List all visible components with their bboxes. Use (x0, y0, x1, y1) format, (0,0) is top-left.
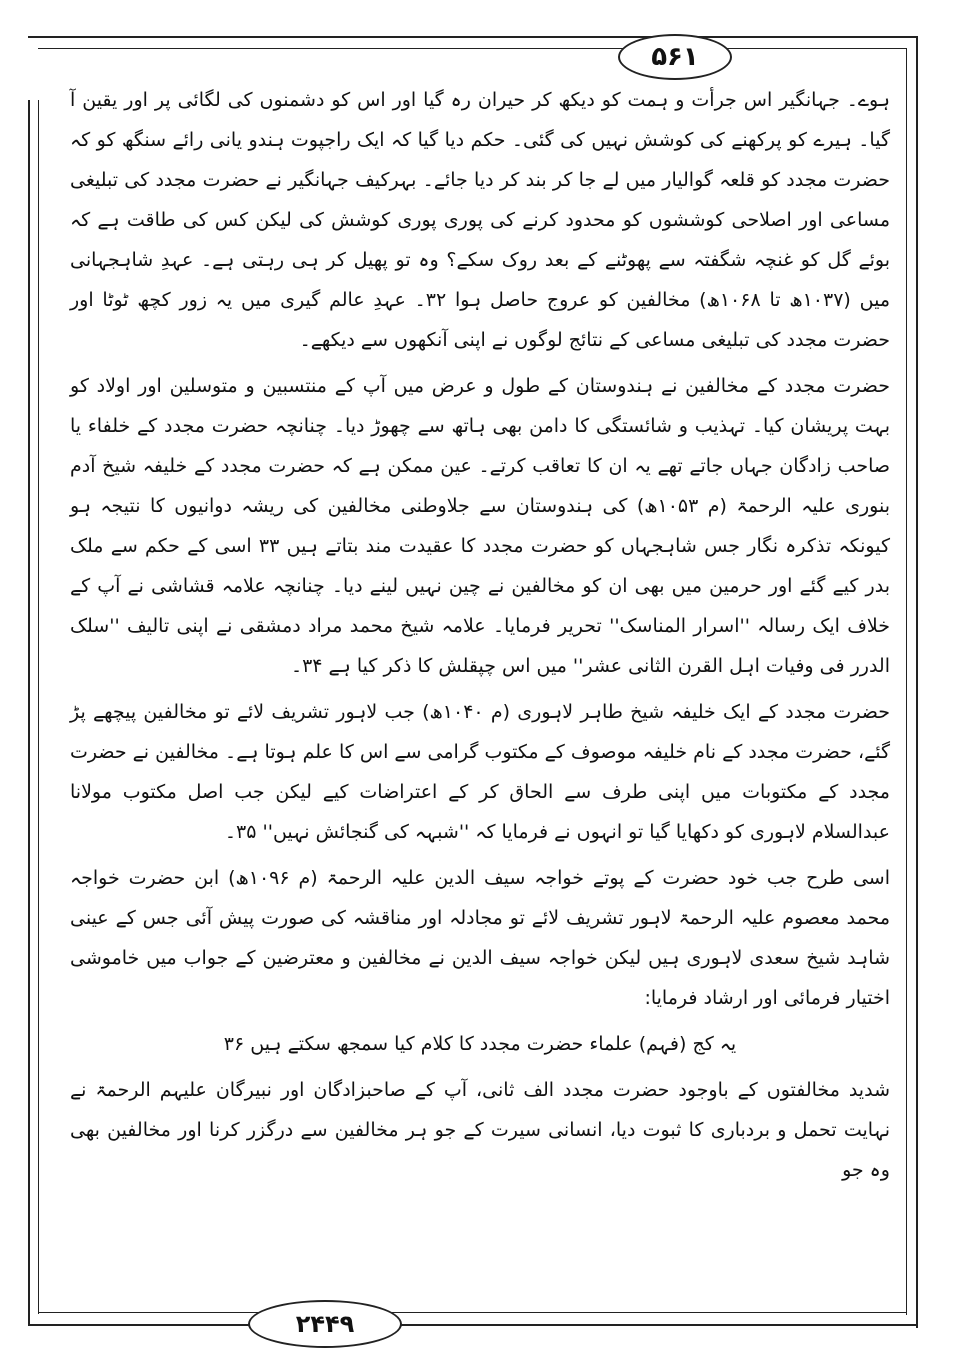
closing-paragraph: شدید مخالفتوں کے باوجود حضرت مجدد الف ثانی، آپ کے صاحبزادگان اور نبیرگان علیہم الرحمۃ نے نہایت تحمل و بردباری کا ثبوت دیا، انسانی سیرت کے جو ہر مخالفین سے درگزر کرنا اور مخالفین بھی وہ جو (70, 1079, 890, 1181)
page-border-bottom-inner (38, 1312, 906, 1313)
body-text (70, 80, 890, 1196)
paragraph-1: ہوے۔ جہانگیر اس جرأت و ہمت کو دیکھ کر حیران رہ گیا اور اس کو دشمنوں کی لگائی پر اور یقین آ گیا۔ ہیرے کو پرکھنے کی کوشش نہیں کی گئی۔ حکم دیا گیا کہ ایک راجپوت ہندو یانی رائے سنگھ کو کہ حضرت مجدد کو قلعہ گوالیار میں لے جا کر بند کر دیا جائے۔ بہرکیف جہانگیر نے حضرت مجدد کی تبلیغی مساعی اور اصلاحی کوششوں کو محدود کرنے کی پوری پوری کوشش کی لیکن کس کی طاقت ہے کہ بوئے گل کو غنچہ شگفتہ سے پھوٹنے کے بعد روک سکے؟ وہ تو پھیل کر ہی رہتی ہے۔ عہدِ شاہجہانی میں (۱۰۳۷ھ تا ۱۰۶۸ھ) مخالفین کو عروج حاصل ہوا ۳۲۔ عہدِ عالم گیری میں یہ زور کچھ ٹوٹا اور حضرت مجدد کی تبلیغی مساعی کے نتائج لوگوں نے اپنی آنکھوں سے دیکھے۔ (70, 89, 890, 351)
page-number: ۵۶۱ (618, 34, 732, 80)
page-border-left-inner (38, 100, 39, 1314)
quoted-saying: یہ کج (فہم) علماء حضرت مجدد کا کلام کیا سمجھ سکتے ہیں ۳۶ (223, 1033, 737, 1055)
page-border-bottom-outer (28, 1324, 916, 1326)
paragraph-4: اسی طرح جب خود حضرت کے پوتے خواجہ سیف الدین علیہ الرحمۃ (م ۱۰۹۶ھ) ابن حضرت خواجہ محمد معصوم علیہ الرحمۃ لاہور تشریف لائے تو مجادلہ اور مناقشہ کی صورت پیش آئی جس کے عینی شاہد شیخ سعدی لاہوری ہیں لیکن خواجہ سیف الدین نے مخالفین و معترضین کے جواب میں خاموشی اختیار فرمائی اور ارشاد فرمایا: (70, 867, 890, 1009)
paragraph-3: حضرت مجدد کے ایک خلیفہ شیخ طاہر لاہوری (م ۱۰۴۰ھ) جب لاہور تشریف لائے تو مخالفین پیچھے پڑ گئے، حضرت مجدد کے نام خلیفہ موصوف کے مکتوب گرامی سے اس کا علم ہوتا ہے۔ مخالفین نے حضرت مجدد کے مکتوبات میں اپنی طرف سے الحاق کر کے اعتراضات کیے لیکن جب اصل مکتوب مولانا عبدالسلام لاہوری کو دکھایا گیا تو انہوں نے فرمایا کہ ''شبہہ کی گنجائش نہیں'' ۳۵۔ (70, 701, 890, 843)
paragraph-2: حضرت مجدد کے مخالفین نے ہندوستان کے طول و عرض میں آپ کے منتسبین و متوسلین اور اولاد کو بہت پریشان کیا۔ تہذیب و شائستگی کا دامن بھی ہاتھ سے چھوڑ دیا۔ چنانچہ حضرت مجدد کے خلفاء یا صاحب زادگان جہاں جاتے تھے یہ ان کا تعاقب کرتے۔ عین ممکن ہے کہ حضرت مجدد کے خلیفہ شیخ آدم بنوری علیہ الرحمۃ (م ۱۰۵۳ھ) کی ہندوستان سے جلاوطنی مخالفین کی ریشہ دوانیوں کا نتیجہ ہو کیونکہ تذکرہ نگار جس شاہجہاں کو حضرت مجدد کا عقیدت مند بتاتے ہیں ۳۳ اسی کے حکم سے ملک بدر کیے گئے اور حرمین میں بھی ان کو مخالفین نے چین نہیں لینے دیا۔ چنانچہ علامہ قشاشی نے آپ کے خلاف ایک رسالہ ''اسرار المناسک'' تحریر فرمایا۔ علامہ شیخ محمد مراد دمشقی نے اپنی تالیف ''سلک الدرر فی وفیات اہل القرن الثانی عشر'' میں اس چپقلش کا ذکر کیا ہے ۳۴۔ (70, 375, 890, 677)
volume-page-number: ۲۴۴۹ (248, 1300, 402, 1348)
page-border-left-outer (28, 100, 30, 1326)
